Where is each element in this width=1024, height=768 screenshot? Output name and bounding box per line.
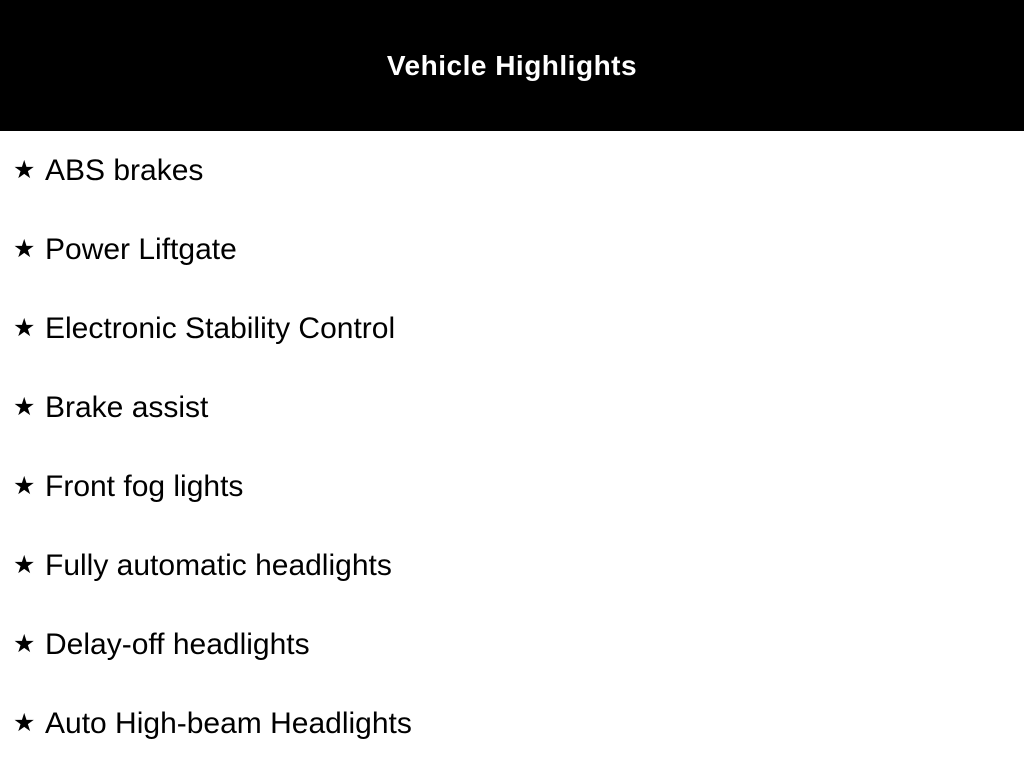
star-icon: ★ xyxy=(13,156,36,184)
page-header xyxy=(0,0,1024,131)
page-title: Vehicle Highlights xyxy=(386,49,638,81)
list-item-label: Delay-off headlights xyxy=(45,627,310,661)
list-item-label: Brake assist xyxy=(45,390,209,424)
list-item xyxy=(0,368,1024,447)
list-item-label: Auto High-beam Headlights xyxy=(45,706,412,740)
highlights-list xyxy=(0,131,1024,768)
star-icon: ★ xyxy=(13,393,36,421)
list-item xyxy=(0,131,1024,210)
list-item-label: ABS brakes xyxy=(45,153,204,187)
list-item xyxy=(0,447,1024,526)
list-item-label: Power Liftgate xyxy=(45,232,237,266)
star-icon: ★ xyxy=(13,709,36,737)
star-icon: ★ xyxy=(13,472,36,500)
list-item-label: Electronic Stability Control xyxy=(45,311,396,345)
star-icon: ★ xyxy=(13,314,36,342)
list-item-label: Front fog lights xyxy=(45,469,244,503)
list-item xyxy=(0,210,1024,289)
list-item xyxy=(0,289,1024,368)
list-item xyxy=(0,605,1024,684)
list-item xyxy=(0,526,1024,605)
star-icon: ★ xyxy=(13,630,36,658)
list-item-label: Fully automatic headlights xyxy=(45,548,392,582)
list-item xyxy=(0,684,1024,763)
star-icon: ★ xyxy=(13,551,36,579)
star-icon: ★ xyxy=(13,235,36,263)
